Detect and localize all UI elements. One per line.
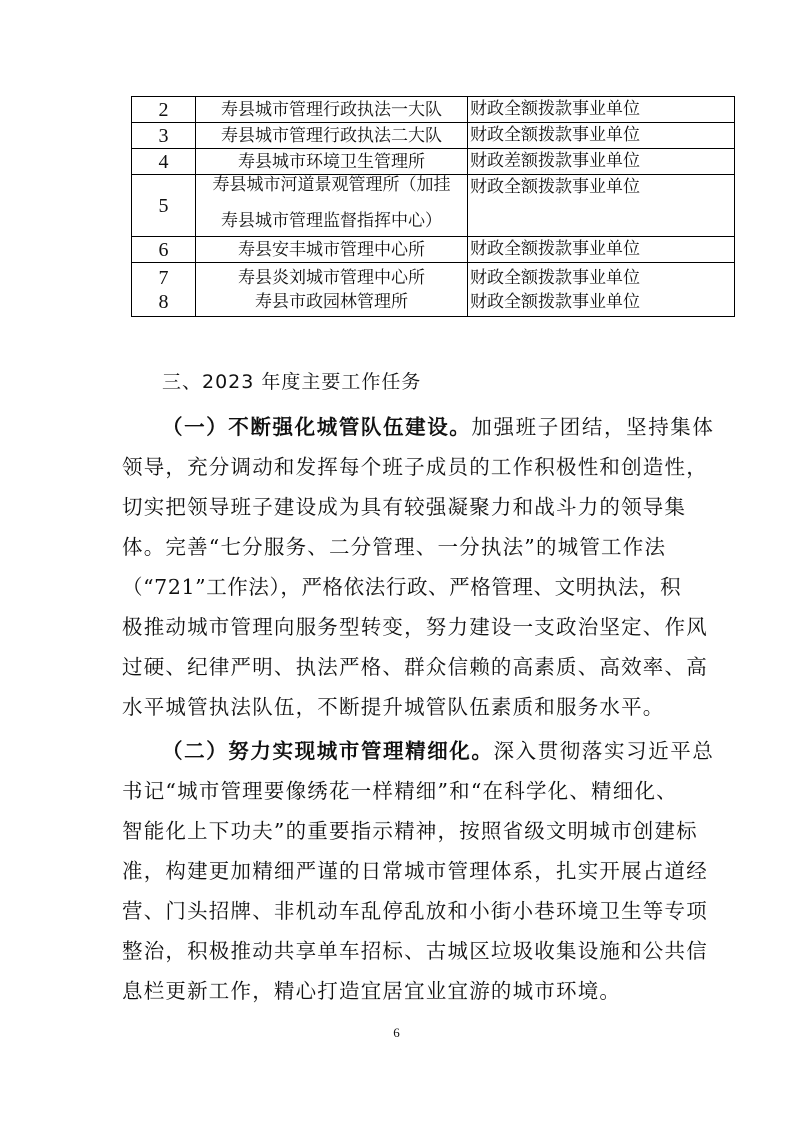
- paragraph-line: [162, 731, 730, 771]
- table-row: [132, 263, 735, 317]
- row-number-line: 8: [158, 290, 169, 313]
- paragraph-line: 营、门头招牌、非机动车乱停乱放和小街小巷环境卫生等专项: [122, 899, 708, 923]
- paragraph-text: 深入贯彻落实习近平总: [493, 739, 715, 763]
- unit-type-line: 财政全额拨款事业单位: [470, 291, 640, 312]
- unit-name: [196, 175, 468, 237]
- units-table: [131, 96, 735, 317]
- row-number: 2: [132, 97, 196, 123]
- unit-type-line: 财政全额拨款事业单位: [470, 267, 640, 288]
- unit-type: 财政全额拨款事业单位: [468, 237, 735, 263]
- unit-type: 财政全额拨款事业单位: [468, 175, 735, 237]
- paragraph-line: 领导，充分调动和发挥每个班子成员的工作积极性和创造性，: [122, 455, 708, 479]
- unit-type: 财政全额拨款事业单位: [468, 123, 735, 149]
- paragraph-text: 加强班子团结，坚持集体: [471, 415, 715, 439]
- table-row: [132, 97, 735, 123]
- unit-name: 寿县城市管理行政执法二大队: [196, 123, 468, 149]
- row-number-line: 7: [158, 266, 169, 289]
- paragraph-title: （一）不断强化城管队伍建设。: [162, 415, 472, 439]
- unit-name-line: 寿县炎刘城市管理中心所: [238, 267, 425, 288]
- paragraph-refined-management: [122, 731, 730, 1011]
- row-number: 6: [132, 237, 196, 263]
- paragraph-line: 水平城管执法队伍，不断提升城管队伍素质和服务水平。: [122, 695, 665, 719]
- paragraph-line: 智能化上下功夫”的重要指示精神，按照省级文明城市创建标: [122, 819, 698, 843]
- paragraph-line: 息栏更新工作，精心打造宜居宜业宜游的城市环境。: [122, 979, 622, 1003]
- table-row: [132, 149, 735, 175]
- paragraph-line: 准，构建更加精细严谨的日常城市管理体系，扎实开展占道经: [122, 859, 708, 883]
- row-number: 5: [132, 175, 196, 237]
- paragraph-line: 过硬、纪律严明、执法严格、群众信赖的高素质、高效率、高: [122, 655, 708, 679]
- unit-name: 寿县安丰城市管理中心所: [196, 237, 468, 263]
- unit-name-line: 寿县城市河道景观管理所（加挂: [212, 174, 451, 195]
- section-heading: 三、2023 年度主要工作任务: [162, 371, 422, 393]
- paragraph-team-building: [122, 407, 730, 727]
- unit-name-line: 寿县城市管理监督指挥中心）: [221, 210, 442, 231]
- unit-name-line: 寿县市政园林管理所: [255, 291, 408, 312]
- row-number: 4: [132, 149, 196, 175]
- unit-name: 寿县城市环境卫生管理所: [196, 149, 468, 175]
- table-row: [132, 175, 735, 237]
- paragraph-title: （二）努力实现城市管理精细化。: [162, 739, 494, 763]
- table-row: [132, 123, 735, 149]
- paragraph-line: 极推动城市管理向服务型转变，努力建设一支政治坚定、作风: [122, 615, 708, 639]
- paragraph-line: 书记“城市管理要像绣花一样精细”和“在科学化、精细化、: [122, 779, 678, 803]
- unit-name: [196, 263, 468, 317]
- row-number: 3: [132, 123, 196, 149]
- table-row: [132, 237, 735, 263]
- unit-name: 寿县城市管理行政执法一大队: [196, 97, 468, 123]
- unit-type: 财政全额拨款事业单位: [468, 97, 735, 123]
- row-number: [132, 263, 196, 317]
- page-number: 6: [393, 1025, 400, 1040]
- paragraph-line: 体。完善“七分服务、二分管理、一分执法”的城管工作法: [122, 535, 667, 559]
- paragraph-line: [162, 407, 730, 447]
- unit-type: 财政差额拨款事业单位: [468, 149, 735, 175]
- unit-type: [468, 263, 735, 317]
- paragraph-line: （“721”工作法），严格依法行政、严格管理、文明执法，积: [122, 575, 682, 599]
- paragraph-line: 切实把领导班子建设成为具有较强凝聚力和战斗力的领导集: [122, 495, 687, 519]
- paragraph-line: 整治，积极推动共享单车招标、古城区垃圾收集设施和公共信: [122, 939, 708, 963]
